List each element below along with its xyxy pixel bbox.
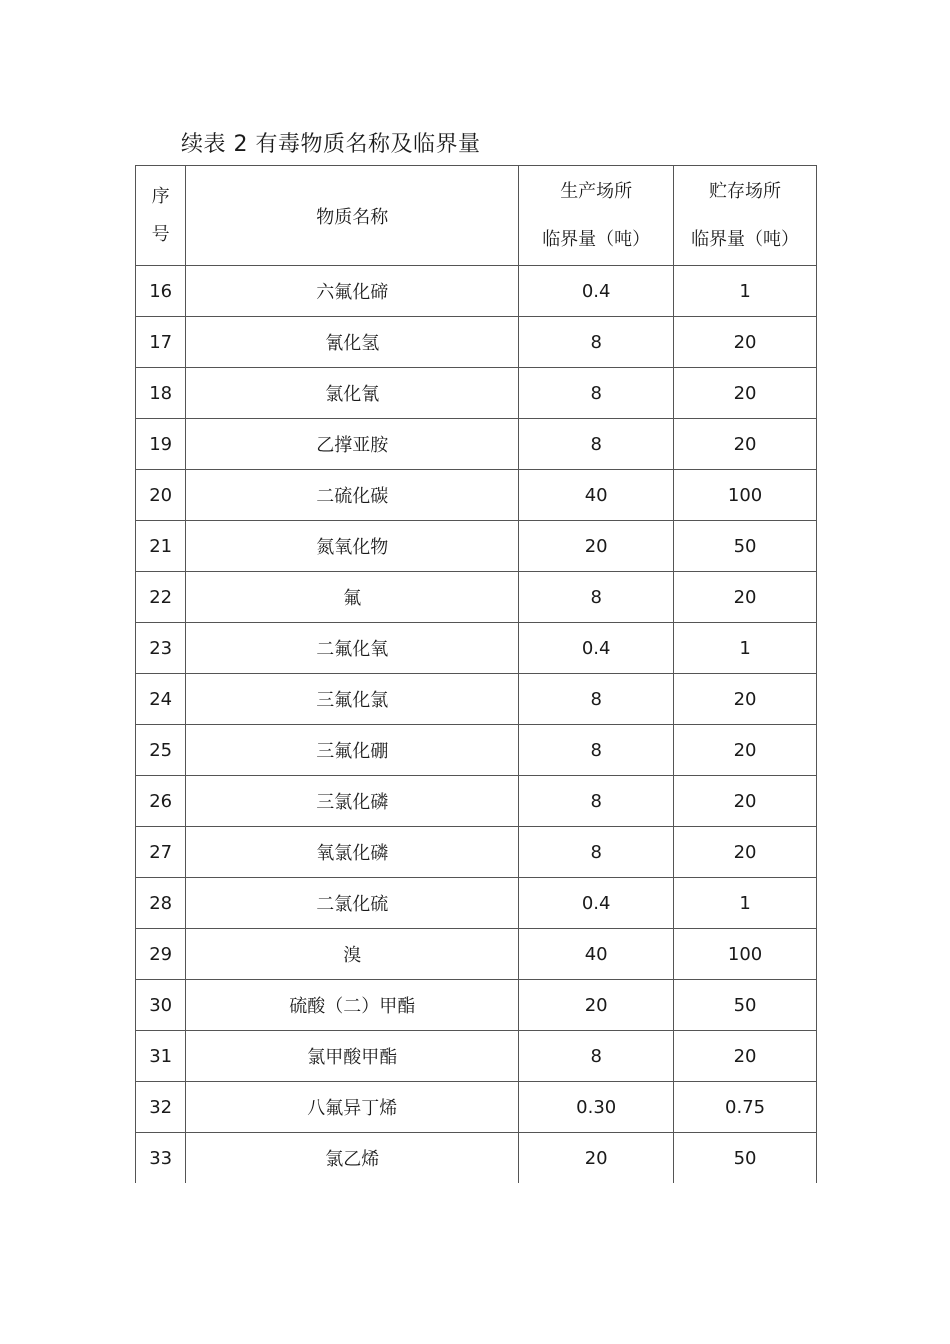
header-storage-threshold	[674, 166, 817, 266]
cell-seq: 18	[136, 368, 186, 419]
cell-storage-threshold: 20	[674, 572, 817, 623]
header-storage-line1: 贮存场所	[709, 180, 782, 202]
cell-seq: 31	[136, 1031, 186, 1082]
cell-seq: 30	[136, 980, 186, 1031]
header-seq-line2: 号	[151, 223, 170, 245]
cell-production-threshold: 8	[519, 572, 674, 623]
cell-substance-name: 三氯化磷	[186, 776, 519, 827]
cell-seq: 16	[136, 266, 186, 317]
cell-seq: 29	[136, 929, 186, 980]
cell-production-threshold: 20	[519, 980, 674, 1031]
table-row	[136, 368, 817, 419]
table-header-row	[136, 166, 817, 266]
cell-production-threshold: 8	[519, 827, 674, 878]
cell-substance-name: 氮氧化物	[186, 521, 519, 572]
header-production-line1: 生产场所	[560, 180, 633, 202]
table-row	[136, 674, 817, 725]
cell-production-threshold: 40	[519, 929, 674, 980]
cell-substance-name: 氧氯化磷	[186, 827, 519, 878]
cell-production-threshold: 0.4	[519, 266, 674, 317]
cell-storage-threshold: 50	[674, 980, 817, 1031]
table-row	[136, 929, 817, 980]
cell-production-threshold: 40	[519, 470, 674, 521]
table-row	[136, 725, 817, 776]
cell-storage-threshold: 20	[674, 776, 817, 827]
header-production-threshold	[519, 166, 674, 266]
table-body	[136, 166, 817, 1184]
cell-production-threshold: 8	[519, 368, 674, 419]
cell-seq: 32	[136, 1082, 186, 1133]
cell-substance-name: 八氟异丁烯	[186, 1082, 519, 1133]
cell-production-threshold: 8	[519, 419, 674, 470]
cell-seq: 28	[136, 878, 186, 929]
cell-substance-name: 硫酸（二）甲酯	[186, 980, 519, 1031]
cell-production-threshold: 0.4	[519, 878, 674, 929]
header-seq	[136, 166, 186, 266]
cell-production-threshold: 8	[519, 674, 674, 725]
table-row	[136, 623, 817, 674]
table-row	[136, 1082, 817, 1133]
cell-seq: 17	[136, 317, 186, 368]
cell-production-threshold: 20	[519, 1133, 674, 1184]
cell-storage-threshold: 20	[674, 674, 817, 725]
cell-seq: 22	[136, 572, 186, 623]
cell-substance-name: 乙撑亚胺	[186, 419, 519, 470]
header-seq-line1: 序	[151, 185, 170, 207]
cell-substance-name: 三氟化氯	[186, 674, 519, 725]
cell-production-threshold: 8	[519, 317, 674, 368]
cell-seq: 20	[136, 470, 186, 521]
table-row	[136, 1031, 817, 1082]
cell-substance-name: 二氟化氧	[186, 623, 519, 674]
cell-storage-threshold: 20	[674, 317, 817, 368]
cell-substance-name: 溴	[186, 929, 519, 980]
cell-production-threshold: 8	[519, 776, 674, 827]
cell-storage-threshold: 1	[674, 623, 817, 674]
cell-substance-name: 氟	[186, 572, 519, 623]
cell-substance-name: 氯甲酸甲酯	[186, 1031, 519, 1082]
cell-substance-name: 二硫化碳	[186, 470, 519, 521]
table-row	[136, 980, 817, 1031]
cell-storage-threshold: 20	[674, 419, 817, 470]
cell-storage-threshold: 20	[674, 725, 817, 776]
cell-storage-threshold: 100	[674, 470, 817, 521]
cell-substance-name: 氯化氰	[186, 368, 519, 419]
cell-storage-threshold: 50	[674, 1133, 817, 1184]
header-production-line2: 临界量（吨）	[542, 228, 651, 250]
table-row	[136, 419, 817, 470]
cell-storage-threshold: 50	[674, 521, 817, 572]
cell-storage-threshold: 0.75	[674, 1082, 817, 1133]
cell-seq: 26	[136, 776, 186, 827]
header-name: 物质名称	[186, 166, 519, 266]
table-caption: 续表 2 有毒物质名称及临界量	[181, 132, 481, 157]
cell-production-threshold: 0.4	[519, 623, 674, 674]
table-row	[136, 776, 817, 827]
cell-seq: 19	[136, 419, 186, 470]
table-row	[136, 1133, 817, 1184]
table-row	[136, 470, 817, 521]
table-row	[136, 827, 817, 878]
table-row	[136, 572, 817, 623]
cell-storage-threshold: 20	[674, 1031, 817, 1082]
cell-substance-name: 氯乙烯	[186, 1133, 519, 1184]
cell-seq: 25	[136, 725, 186, 776]
cell-substance-name: 三氟化硼	[186, 725, 519, 776]
header-storage-line2: 临界量（吨）	[691, 228, 800, 250]
table-row	[136, 878, 817, 929]
cell-storage-threshold: 20	[674, 827, 817, 878]
cell-seq: 21	[136, 521, 186, 572]
cell-seq: 23	[136, 623, 186, 674]
cell-substance-name: 六氟化碲	[186, 266, 519, 317]
table-row	[136, 521, 817, 572]
toxic-substances-table	[135, 165, 817, 1183]
cell-storage-threshold: 20	[674, 368, 817, 419]
cell-storage-threshold: 1	[674, 878, 817, 929]
cell-production-threshold: 8	[519, 725, 674, 776]
cell-seq: 33	[136, 1133, 186, 1184]
cell-seq: 24	[136, 674, 186, 725]
cell-substance-name: 二氯化硫	[186, 878, 519, 929]
table-row	[136, 317, 817, 368]
cell-production-threshold: 8	[519, 1031, 674, 1082]
cell-substance-name: 氰化氢	[186, 317, 519, 368]
cell-storage-threshold: 1	[674, 266, 817, 317]
cell-production-threshold: 20	[519, 521, 674, 572]
cell-seq: 27	[136, 827, 186, 878]
table-row	[136, 266, 817, 317]
cell-production-threshold: 0.30	[519, 1082, 674, 1133]
cell-storage-threshold: 100	[674, 929, 817, 980]
